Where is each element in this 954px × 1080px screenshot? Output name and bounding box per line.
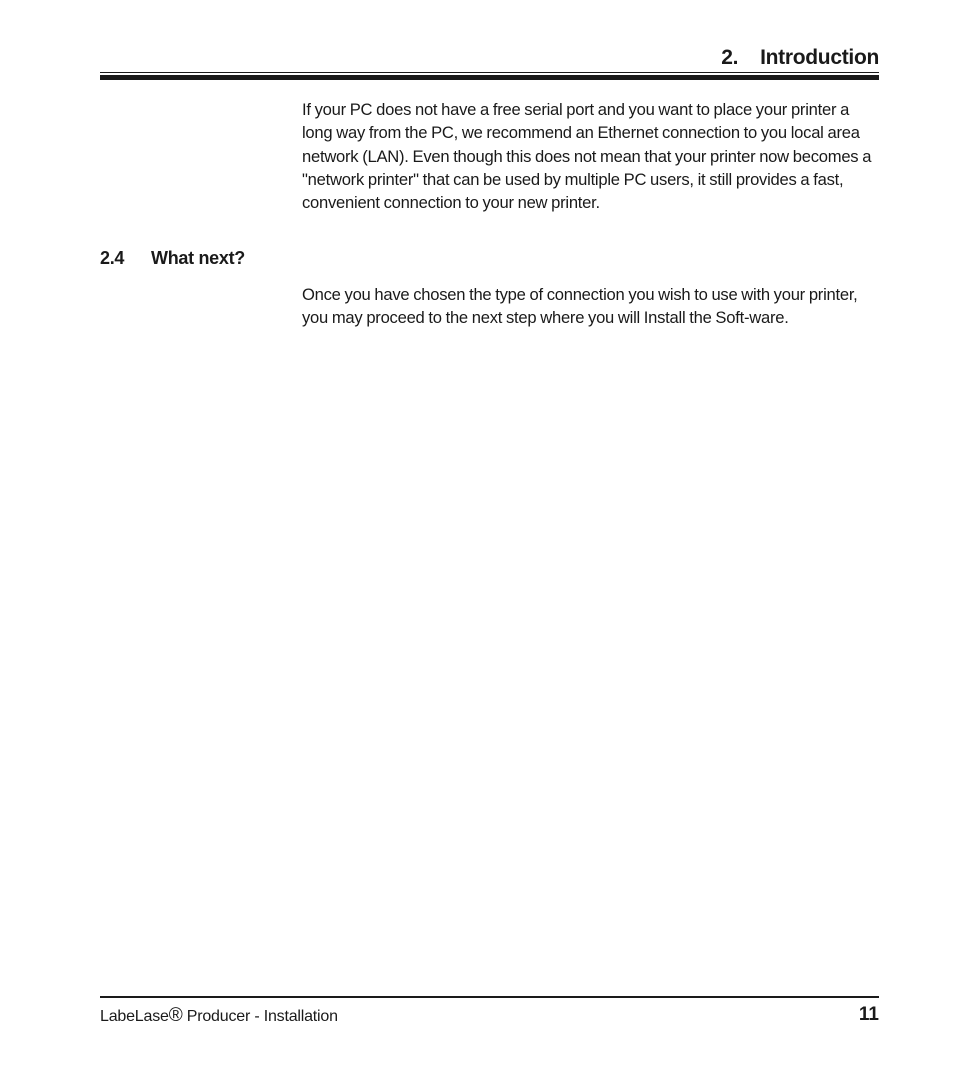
footer-product-name <box>100 1005 338 1027</box>
section-number: 2.4 <box>100 248 125 268</box>
running-header <box>100 44 879 70</box>
product-name-prefix: LabeLase <box>100 1008 169 1025</box>
body-paragraph-what-next: Once you have chosen the type of connection you wish to use with your printer, you may proceed to the next step where you will Install the Soft-ware. <box>302 285 858 328</box>
page-number: 11 <box>858 1004 879 1025</box>
header-rule-thin <box>100 72 879 73</box>
registered-mark: ® <box>168 1005 183 1026</box>
footer-rule <box>100 996 879 998</box>
body-paragraph-ethernet: If your PC does not have a free serial port and you want to place your printer a long way from the PC, we recommend an Ethernet connection to you local area network (LAN). Even though this does not mean that your printer now becomes a "network printer" that can be used by multiple PC users, it still provides a fast, convenient connection to your new printer. <box>302 100 872 213</box>
section-heading <box>100 248 245 269</box>
chapter-number: 2. <box>721 46 739 69</box>
section-title: What next? <box>151 248 245 268</box>
chapter-title: Introduction <box>760 46 879 69</box>
header-rule-thick <box>100 75 879 80</box>
product-name-suffix: Producer - Installation <box>182 1008 338 1025</box>
